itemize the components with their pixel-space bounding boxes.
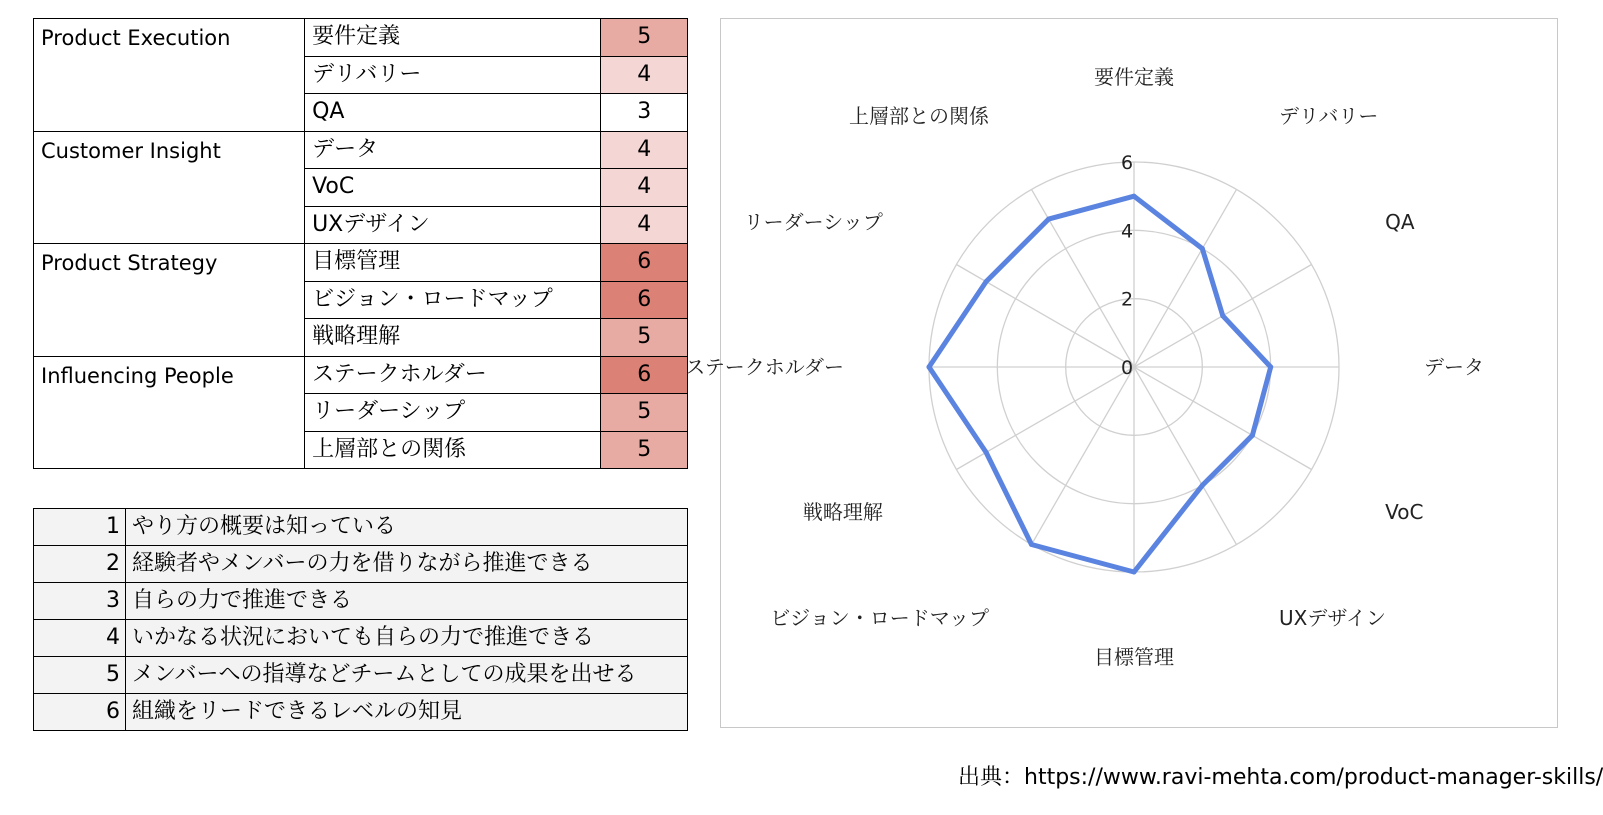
table-row: [34, 356, 688, 394]
data-point: [1200, 246, 1205, 251]
skill-score-cell: 5: [601, 319, 688, 357]
category-label: 上層部との関係: [849, 103, 989, 128]
skill-score-cell: 4: [601, 131, 688, 169]
radial-tick-label: 0: [1120, 357, 1134, 379]
skill-score-cell: 6: [601, 356, 688, 394]
category-label: 目標管理: [1094, 645, 1174, 669]
skill-score-cell: 5: [601, 394, 688, 432]
levels-table: [33, 508, 688, 731]
skill-label-cell: ステークホルダー: [305, 356, 601, 394]
grid-spoke: [1134, 367, 1312, 470]
grid-spoke: [1134, 189, 1237, 367]
table-row: [34, 244, 688, 282]
level-description-cell: 自らの力で推進できる: [126, 583, 688, 620]
skill-label-cell: 要件定義: [305, 19, 601, 57]
skill-label-cell: 目標管理: [305, 244, 601, 282]
grid-spoke: [1134, 367, 1237, 545]
radial-tick-label: 2: [1120, 288, 1134, 311]
level-description-cell: いかなる状況においても自らの力で推進できる: [126, 620, 688, 657]
skill-label-cell: QA: [305, 94, 601, 132]
category-label: ビジョン・ロードマップ: [770, 606, 989, 631]
data-point: [1046, 217, 1051, 222]
data-point: [927, 365, 932, 370]
radar-chart-panel: [685, 18, 1558, 728]
level-number-cell: 5: [34, 657, 126, 694]
level-number-cell: 4: [34, 620, 126, 657]
grid-spoke: [956, 367, 1134, 470]
category-label: ステークホルダー: [685, 355, 844, 379]
skills-table: [33, 18, 688, 469]
data-point: [1200, 483, 1205, 488]
table-row: [34, 657, 688, 694]
category-label: 要件定義: [1094, 65, 1174, 89]
category-label: リーダーシップ: [743, 210, 883, 234]
level-number-cell: 6: [34, 694, 126, 731]
skill-score-cell: 4: [601, 206, 688, 244]
table-row: [34, 509, 688, 546]
data-point: [1029, 542, 1034, 547]
skill-score-cell: 6: [601, 281, 688, 319]
category-cell: Product Execution: [34, 19, 305, 132]
category-cell: Influencing People: [34, 356, 305, 469]
category-cell: Product Strategy: [34, 244, 305, 357]
grid-spoke: [1032, 367, 1135, 545]
category-cell: Customer Insight: [34, 131, 305, 244]
grid-spoke: [1032, 189, 1135, 367]
skill-label-cell: VoC: [305, 169, 601, 207]
skill-label-cell: UXデザイン: [305, 206, 601, 244]
category-label: 戦略理解: [802, 500, 883, 524]
category-label: デリバリー: [1279, 103, 1379, 128]
level-number-cell: 3: [34, 583, 126, 620]
radial-tick-label: 4: [1120, 220, 1134, 243]
data-point: [1268, 365, 1273, 370]
radial-tick-label: 6: [1120, 152, 1134, 174]
skill-score-cell: 6: [601, 244, 688, 282]
table-row: [34, 546, 688, 583]
table-row: [34, 620, 688, 657]
source-note: 出典：https://www.ravi-mehta.com/product-manager-skills/: [958, 765, 1603, 790]
data-point: [1220, 313, 1225, 318]
table-row: [34, 694, 688, 731]
radar-chart: [685, 19, 1559, 729]
skill-score-cell: 5: [601, 431, 688, 469]
level-description-cell: 経験者やメンバーの力を借りながら推進できる: [126, 546, 688, 583]
level-description-cell: 組織をリードできるレベルの知見: [126, 694, 688, 731]
data-point: [1132, 194, 1137, 199]
level-number-cell: 2: [34, 546, 126, 583]
category-label: VoC: [1385, 500, 1424, 524]
category-label: UXデザイン: [1279, 606, 1386, 631]
skill-score-cell: 5: [601, 19, 688, 57]
category-label: QA: [1385, 210, 1415, 234]
skill-label-cell: リーダーシップ: [305, 394, 601, 432]
table-row: [34, 583, 688, 620]
data-point: [984, 450, 989, 455]
skill-label-cell: ビジョン・ロードマップ: [305, 281, 601, 319]
skill-score-cell: 4: [601, 169, 688, 207]
skill-label-cell: データ: [305, 131, 601, 169]
category-label: データ: [1424, 355, 1484, 379]
level-description-cell: メンバーへの指導などチームとしての成果を出せる: [126, 657, 688, 694]
level-number-cell: 1: [34, 509, 126, 546]
skill-score-cell: 4: [601, 56, 688, 94]
grid-spoke: [956, 265, 1134, 368]
table-row: [34, 19, 688, 57]
skill-label-cell: 上層部との関係: [305, 431, 601, 469]
skill-label-cell: 戦略理解: [305, 319, 601, 357]
skill-label-cell: デリバリー: [305, 56, 601, 94]
skill-score-cell: 3: [601, 94, 688, 132]
data-point: [984, 279, 989, 284]
table-row: [34, 131, 688, 169]
level-description-cell: やり方の概要は知っている: [126, 509, 688, 546]
data-point: [1132, 570, 1137, 575]
data-point: [1250, 433, 1255, 438]
